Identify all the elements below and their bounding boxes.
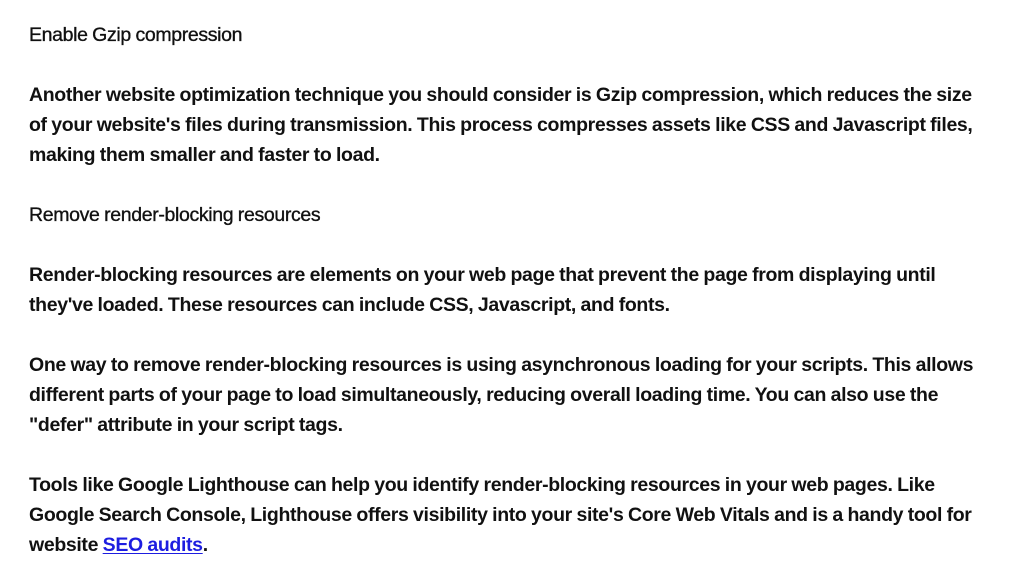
spacer (29, 320, 995, 350)
gzip-heading: Enable Gzip compression (29, 24, 243, 46)
spacer (29, 50, 995, 80)
paragraph-end-punctuation: . (202, 534, 208, 556)
render-blocking-paragraph-3 (29, 470, 989, 560)
spacer (29, 230, 995, 260)
spacer (29, 440, 995, 470)
spacer (29, 170, 995, 200)
paragraph-text: Tools like Google Lighthouse can help you identify render-blocking resources in your web pages. Like Google Search Console, Lighthouse offers visibility into your site's Core Web Vitals and is a handy tool for website (29, 474, 972, 556)
render-blocking-paragraph-1: Render-blocking resources are elements on your web page that prevent the page from displaying until they've loaded. These resources can include CSS, Javascript, and fonts. (29, 264, 936, 316)
render-blocking-heading: Remove render-blocking resources (29, 204, 321, 226)
gzip-paragraph: Another website optimization technique you should consider is Gzip compression, which reduces the size of your website's files during transmission. This process compresses assets like CSS and Javascript files, making them smaller and faster to load. (29, 84, 973, 166)
seo-audits-link[interactable]: SEO audits (102, 534, 203, 556)
render-blocking-paragraph-2: One way to remove render-blocking resources is using asynchronous loading for your scripts. This allows different parts of your page to load simultaneously, reducing overall loading time. You can also use the "defer" attribute in your script tags. (29, 354, 974, 436)
